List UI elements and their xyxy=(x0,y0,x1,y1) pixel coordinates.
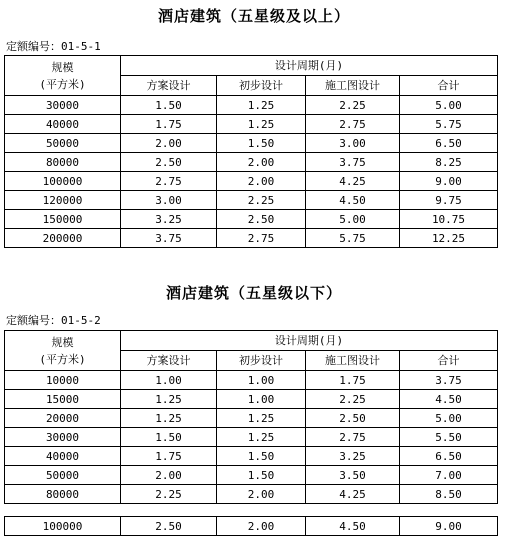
scale-cell-value: 40000 xyxy=(5,115,121,134)
scale-cell-value: 50000 xyxy=(5,466,121,485)
period-cell-value: 2.75 xyxy=(306,115,400,134)
period-cell-value: 4.50 xyxy=(306,191,400,210)
period-cell-value: 3.00 xyxy=(306,134,400,153)
col-header-total: 合计 xyxy=(400,351,498,371)
scale-cell-value: 30000 xyxy=(5,428,121,447)
period-cell-value: 2.50 xyxy=(121,153,217,172)
period-cell-value: 3.75 xyxy=(306,153,400,172)
scale-cell-value: 100000 xyxy=(5,517,121,536)
period-cell-value: 5.50 xyxy=(400,428,498,447)
period-cell-value: 1.25 xyxy=(217,96,306,115)
table-row xyxy=(5,517,498,536)
section-2-extra-table xyxy=(4,516,498,536)
period-cell-value: 2.25 xyxy=(121,485,217,504)
scale-cell-value: 30000 xyxy=(5,96,121,115)
table-row xyxy=(5,466,498,485)
period-cell-value: 6.50 xyxy=(400,447,498,466)
scale-header-line1: 规模 xyxy=(51,60,74,74)
col-header-construction: 施工图设计 xyxy=(306,351,400,371)
period-cell-value: 1.00 xyxy=(121,371,217,390)
scale-header xyxy=(5,331,121,371)
period-cell-value: 8.25 xyxy=(400,153,498,172)
scale-header-line2: (平方米) xyxy=(39,77,86,91)
col-header-construction: 施工图设计 xyxy=(306,76,400,96)
period-cell-value: 2.00 xyxy=(217,485,306,504)
period-cell-value: 9.00 xyxy=(400,172,498,191)
section-2-code: 定额编号：01-5-2 xyxy=(6,314,101,327)
period-cell-value: 1.25 xyxy=(121,390,217,409)
period-cell-value: 9.75 xyxy=(400,191,498,210)
scale-cell-value: 20000 xyxy=(5,409,121,428)
table-row xyxy=(5,191,498,210)
period-cell-value: 1.50 xyxy=(121,96,217,115)
period-cell-value: 2.75 xyxy=(217,229,306,248)
scale-cell-value: 15000 xyxy=(5,390,121,409)
table-row xyxy=(5,134,498,153)
period-cell-value: 2.50 xyxy=(306,409,400,428)
table-row xyxy=(5,428,498,447)
col-header-preliminary: 初步设计 xyxy=(217,351,306,371)
table-row xyxy=(5,485,498,504)
period-cell-value: 2.50 xyxy=(121,517,217,536)
col-header-scheme: 方案设计 xyxy=(121,76,217,96)
scale-cell-value: 100000 xyxy=(5,172,121,191)
period-cell-value: 3.25 xyxy=(306,447,400,466)
period-cell-value: 1.00 xyxy=(217,371,306,390)
scale-cell-value: 40000 xyxy=(5,447,121,466)
section-2-table xyxy=(4,330,498,504)
period-cell-value: 1.25 xyxy=(217,115,306,134)
period-cell-value: 2.00 xyxy=(121,134,217,153)
period-cell-value: 2.00 xyxy=(217,153,306,172)
table-row xyxy=(5,172,498,191)
period-cell-value: 6.50 xyxy=(400,134,498,153)
period-cell-value: 2.00 xyxy=(121,466,217,485)
period-cell-value: 4.50 xyxy=(400,390,498,409)
period-cell-value: 1.75 xyxy=(306,371,400,390)
period-cell-value: 1.00 xyxy=(217,390,306,409)
section-1-title: 酒店建筑（五星级及以上） xyxy=(157,7,350,25)
table-row xyxy=(5,153,498,172)
period-cell-value: 5.75 xyxy=(400,115,498,134)
period-cell-value: 2.75 xyxy=(306,428,400,447)
table-row xyxy=(5,210,498,229)
section-1-code: 定额编号：01-5-1 xyxy=(6,40,101,53)
scale-cell-value: 10000 xyxy=(5,371,121,390)
period-cell-value: 4.50 xyxy=(306,517,400,536)
period-cell-value: 2.75 xyxy=(121,172,217,191)
period-cell-value: 3.75 xyxy=(121,229,217,248)
period-cell-value: 1.25 xyxy=(217,428,306,447)
period-cell-value: 2.25 xyxy=(306,390,400,409)
period-header: 设计周期(月) xyxy=(121,331,498,351)
period-cell-value: 1.25 xyxy=(121,409,217,428)
table-row xyxy=(5,447,498,466)
period-cell-value: 8.50 xyxy=(400,485,498,504)
period-header: 设计周期(月) xyxy=(121,56,498,76)
scale-cell-value: 120000 xyxy=(5,191,121,210)
col-header-total: 合计 xyxy=(400,76,498,96)
period-cell-value: 5.00 xyxy=(400,96,498,115)
table-row xyxy=(5,96,498,115)
period-cell-value: 1.25 xyxy=(217,409,306,428)
period-cell-value: 4.25 xyxy=(306,485,400,504)
period-cell-value: 2.25 xyxy=(306,96,400,115)
period-cell-value: 1.50 xyxy=(217,134,306,153)
scale-cell-value: 150000 xyxy=(5,210,121,229)
period-cell-value: 7.00 xyxy=(400,466,498,485)
period-cell-value: 1.75 xyxy=(121,447,217,466)
period-cell-value: 9.00 xyxy=(400,517,498,536)
period-cell-value: 12.25 xyxy=(400,229,498,248)
period-cell-value: 3.75 xyxy=(400,371,498,390)
period-cell-value: 3.50 xyxy=(306,466,400,485)
period-cell-value: 10.75 xyxy=(400,210,498,229)
period-cell-value: 1.50 xyxy=(121,428,217,447)
period-cell-value: 2.00 xyxy=(217,517,306,536)
table-row xyxy=(5,390,498,409)
scale-header xyxy=(5,56,121,96)
period-cell-value: 3.25 xyxy=(121,210,217,229)
table-row xyxy=(5,115,498,134)
section-2-title: 酒店建筑（五星级以下） xyxy=(165,284,342,302)
period-cell-value: 2.25 xyxy=(217,191,306,210)
table-row xyxy=(5,229,498,248)
scale-cell-value: 50000 xyxy=(5,134,121,153)
period-cell-value: 3.00 xyxy=(121,191,217,210)
table-row xyxy=(5,371,498,390)
period-cell-value: 1.75 xyxy=(121,115,217,134)
section-1-table xyxy=(4,55,498,248)
scale-cell-value: 200000 xyxy=(5,229,121,248)
period-cell-value: 1.50 xyxy=(217,447,306,466)
period-cell-value: 5.00 xyxy=(306,210,400,229)
scale-header-line2: (平方米) xyxy=(39,352,86,366)
scale-header-line1: 规模 xyxy=(51,335,74,349)
period-cell-value: 1.50 xyxy=(217,466,306,485)
scale-cell-value: 80000 xyxy=(5,485,121,504)
period-cell-value: 2.00 xyxy=(217,172,306,191)
period-cell-value: 2.50 xyxy=(217,210,306,229)
table-row xyxy=(5,409,498,428)
period-cell-value: 4.25 xyxy=(306,172,400,191)
period-cell-value: 5.75 xyxy=(306,229,400,248)
col-header-preliminary: 初步设计 xyxy=(217,76,306,96)
scale-cell-value: 80000 xyxy=(5,153,121,172)
period-cell-value: 5.00 xyxy=(400,409,498,428)
col-header-scheme: 方案设计 xyxy=(121,351,217,371)
